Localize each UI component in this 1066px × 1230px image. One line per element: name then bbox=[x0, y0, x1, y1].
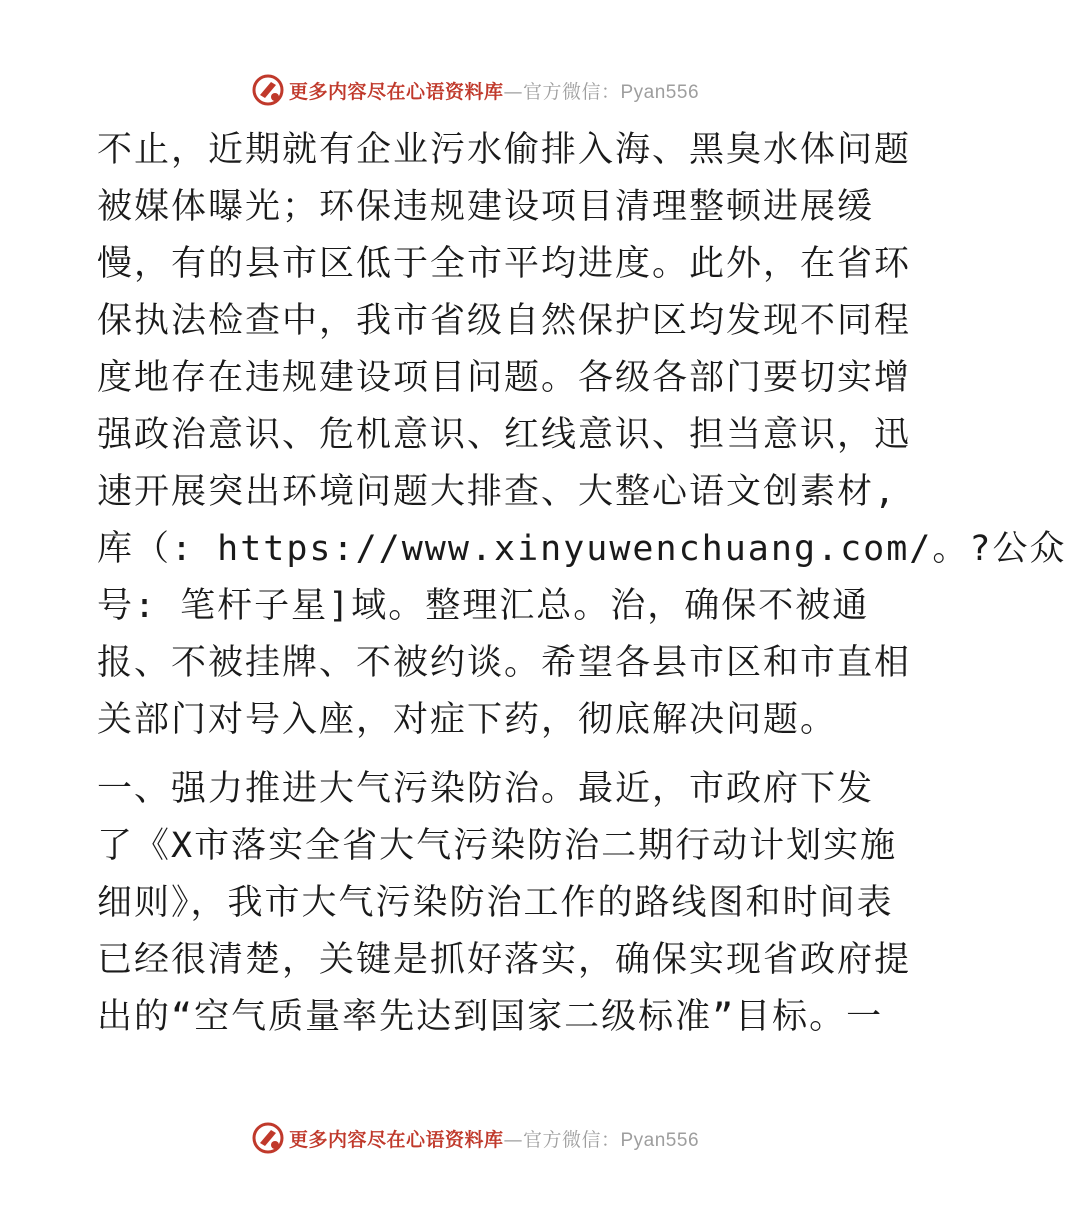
paragraph-gap bbox=[97, 749, 857, 761]
footer-banner bbox=[0, 1118, 950, 1158]
header-banner bbox=[0, 70, 950, 110]
text-line: 库（: https://www.xinyuwenchuang.com/。?公众 bbox=[97, 529, 1066, 569]
banner-handle: Pyan556 bbox=[620, 81, 700, 103]
text-line: 一、强力推进大气污染防治。最近，市政府下发 bbox=[97, 769, 875, 809]
text-line: 报、不被挂牌、不被约谈。希望各县市区和市直相 bbox=[97, 643, 912, 683]
banner-label: 官方微信： bbox=[522, 1128, 621, 1151]
text-line: 被媒体曝光；环保违规建设项目清理整顿进展缓 bbox=[97, 187, 875, 227]
paragraph-2 bbox=[97, 761, 912, 1046]
text-line: 细则》，我市大气污染防治工作的路线图和时间表 bbox=[97, 883, 894, 923]
text-line: 不止，近期就有企业污水偷排入海、黑臭水体问题 bbox=[97, 130, 912, 170]
banner-label: 官方微信： bbox=[522, 80, 621, 103]
banner-main: 更多内容尽在心语资料库 bbox=[288, 80, 504, 103]
text-line: 号: 笔杆子星]域。整理汇总。治，确保不被通 bbox=[97, 586, 870, 626]
text-line: 慢，有的县市区低于全市平均进度。此外，在省环 bbox=[97, 244, 912, 284]
banner-main: 更多内容尽在心语资料库 bbox=[288, 1128, 504, 1151]
text-line: 出的“空气质量率先达到国家二级标准”目标。一 bbox=[97, 997, 884, 1037]
red-seal-logo-icon bbox=[251, 1121, 285, 1155]
banner-handle: Pyan556 bbox=[620, 1129, 700, 1151]
text-line: 度地存在违规建设项目问题。各级各部门要切实增 bbox=[97, 358, 912, 398]
text-line: 关部门对号入座，对症下药，彻底解决问题。 bbox=[97, 700, 838, 740]
banner-text bbox=[289, 1125, 699, 1152]
text-line: 保执法检查中，我市省级自然保护区均发现不同程 bbox=[97, 301, 912, 341]
banner-separator: — bbox=[503, 1128, 523, 1151]
text-line: 速开展突出环境问题大排查、大整心语文创素材, bbox=[97, 472, 898, 512]
text-line: 了《X市落实全省大气污染防治二期行动计划实施 bbox=[97, 826, 898, 866]
document-body bbox=[97, 122, 1066, 1046]
text-line: 已经很清楚，关键是抓好落实，确保实现省政府提 bbox=[97, 940, 912, 980]
red-seal-logo-icon bbox=[251, 73, 285, 107]
banner-text bbox=[289, 77, 699, 104]
text-line: 强政治意识、危机意识、红线意识、担当意识，迅 bbox=[97, 415, 912, 455]
paragraph-1 bbox=[97, 122, 1066, 749]
banner-separator: — bbox=[503, 80, 523, 103]
